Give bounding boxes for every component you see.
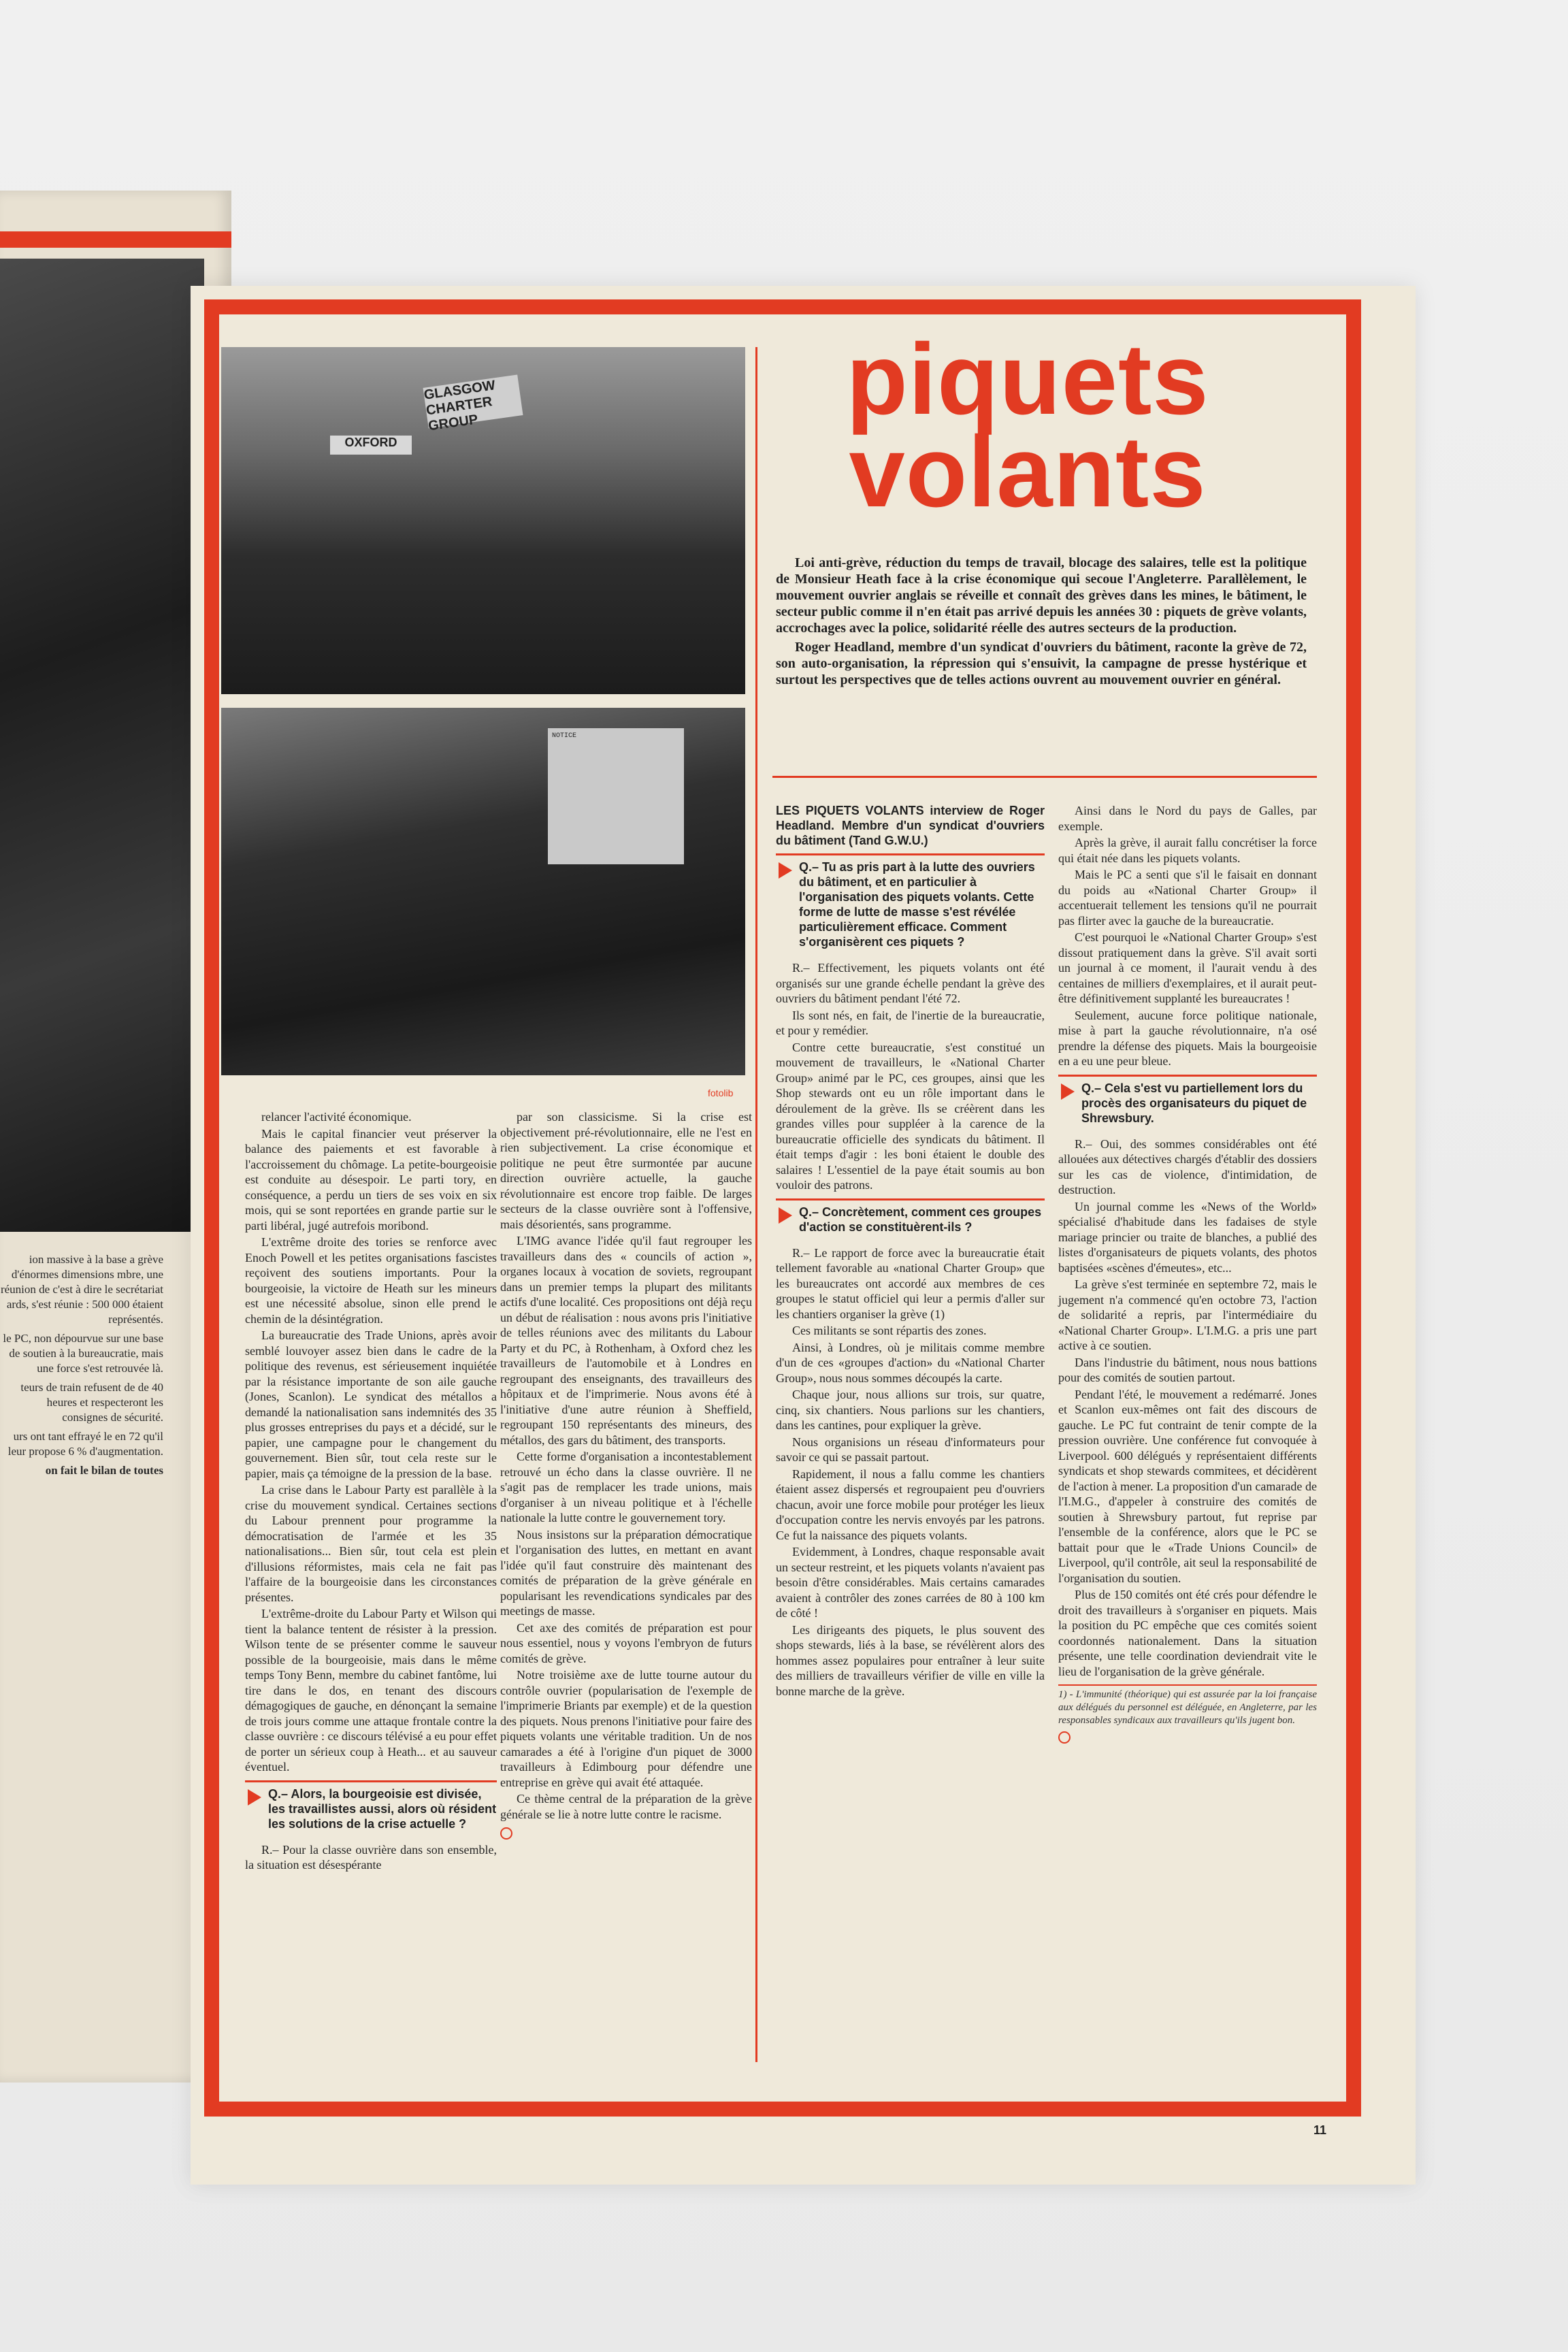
paragraph: Dans l'industrie du bâtiment, nous nous battions pour des comités de soutien partout. xyxy=(1058,1355,1317,1384)
banner-glasgow: GLASGOW CHARTER GROUP xyxy=(423,375,523,429)
paragraph: R.– Oui, des sommes considérables ont été allouées aux détectives chargés d'établir des dossiers sur les cas de violence, d'intimidation, de destruction. xyxy=(1058,1137,1317,1196)
worker-photo xyxy=(221,708,745,1075)
banner-oxford: OXFORD xyxy=(330,436,412,455)
paragraph: Nous organisions un réseau d'informateurs pour savoir ce qui se passait partout. xyxy=(776,1435,1045,1464)
paragraph: Ils sont nés, en fait, de l'inertie de la bureaucratie, et pour y remédier. xyxy=(776,1008,1045,1037)
paragraph: Chaque jour, nous allions sur trois, sur quatre, cinq, six chantiers. Nous parlions sur les chantiers, dans les cantines, pour expliquer la grève. xyxy=(776,1388,1045,1432)
paragraph: Seulement, aucune force politique nationale, mise à part la gauche révolutionnaire, n'a osé prendre la défense des piquets. Mais la bourgeoisie en a eu une peur bleue. xyxy=(1058,1008,1317,1068)
question-marker-icon xyxy=(248,1789,261,1806)
paragraph: L'extrême-droite du Labour Party et Wilson qui tient la balance tentent de résister à la pression. Wilson tente de se présenter comme le sauveur possible de la bourgeoisie, mais dans le même temps Tony Benn, membre du cabinet fantôme, lui tire dans le dos, en tenant des discours démagogiques de gauche, en dénonçant la semaine de trois jours comme une attaque frontale contre la classe ouvrière : ce discours télévisé a eu pour effet de porter un sérieux coup à Heath... et au sauveur éventuel. xyxy=(245,1607,497,1774)
paragraph: par son classicisme. Si la crise est objectivement pré-révolutionnaire, elle ne l'est en rien subjectivement. La crise économique et politique ne peut être surmontée par aucune direction ouvrière actuelle, la gauche révolutionnaire est encore trop faible. De larges secteurs de la classe ouvrière sont à l'offensive, mais désorientés, sans programme. xyxy=(500,1110,752,1231)
left-paragraph: le PC, non dépourvue sur une base de soutien à la bureaucratie, mais une force s'est retrouvée là. xyxy=(3,1332,163,1375)
protest-photo xyxy=(221,347,745,694)
paragraph: Ainsi dans le Nord du pays de Galles, par exemple. xyxy=(1058,804,1317,833)
question-marker-icon xyxy=(779,862,792,879)
page-number: 11 xyxy=(1313,2123,1327,2137)
paragraph: Ce thème central de la préparation de la grève générale se lie à notre lutte contre le racisme. xyxy=(500,1792,752,1821)
question xyxy=(776,1198,1045,1240)
footnote: 1) - L'immunité (théorique) qui est assurée par la loi française aux délégués du personnel est déléguée, en Angleterre, par les responsables syndicaux aux travailleurs qu'ils jugent bon. xyxy=(1058,1684,1317,1727)
column-1 xyxy=(245,1109,497,1874)
paragraph: Cette forme d'organisation a incontestablement retrouvé un écho dans la classe ouvrière. Il ne s'agit pas de remplacer les trade unions, mais d'organiser à un niveau politique et à l'échelle nationale la lutte contre le gouvernement tory. xyxy=(500,1450,752,1524)
intro-paragraph: Loi anti-grève, réduction du temps de travail, blocage des salaires, telle est la politique de Monsieur Heath face à la crise économique qui secoue l'Angleterre. Parallèlement, le mouvement ouvrier anglais se réveille et connaît des grèves dans les mines, le bâtiment, le secteur public comme il n'en était pas arrivé depuis les années 30 : piquets de grève volants, accrochages avec la police, solidarité réelle des autres secteurs de la production. xyxy=(776,555,1307,636)
paragraph: Ces militants se sont répartis des zones. xyxy=(792,1324,987,1337)
paragraph: Mais le PC a senti que s'il le faisait en donnant du poids au «National Charter Group» il accentuerait tellement les tensions qu'il ne pourrait pas flirter avec la gauche de la bureaucratie. xyxy=(1058,868,1317,928)
title-line: volants xyxy=(849,416,1207,528)
paragraph: Cet axe des comités de préparation est pour nous essentiel, nous y voyons l'embryon de futurs comités de grève. xyxy=(500,1620,752,1665)
magazine-page xyxy=(191,286,1416,2185)
left-paragraph: on fait le bilan de toutes xyxy=(45,1464,163,1477)
question-marker-icon xyxy=(779,1207,792,1224)
paragraph: R.– Le rapport de force avec la bureaucratie était tellement favorable au «national Charter Group» que les bureaucrates ont accordé aux membres de ces groupes le statut officiel qui leur a permis d'aller sur les chantiers organiser la grève (1) xyxy=(776,1245,1045,1321)
column-2 xyxy=(500,1109,752,1844)
column-rule xyxy=(755,347,757,2062)
intro-rule xyxy=(772,776,1317,778)
intro xyxy=(776,555,1307,691)
end-mark-icon xyxy=(1058,1731,1071,1744)
paragraph: La grève s'est terminée en septembre 72, mais le jugement n'a commencé qu'en octobre 73, l'action de solidarité a repris, par l'intermédiaire du «National Charter Group». L'I.M.G. a pris une part active à ce soutien. xyxy=(1058,1277,1317,1352)
paragraph: Notre troisième axe de lutte tourne autour du contrôle ouvrier (popularisation de l'exemple de l'imprimerie Briants par exemple) et de la question des piquets. Nous prenons l'initiative pour faire des piquets volants une véritable tradition. Un de nos camarades a été à l'origine d'un piquet de 3000 travailleurs à Edimbourg pour défendre une entreprise en grève qui avait été attaquée. xyxy=(500,1668,752,1789)
question xyxy=(1058,1075,1317,1131)
left-paragraph: ion massive à la base a grève d'énormes dimensions mbre, une réunion de c'est à dire le secrétariat ards, s'est réunie : 500 000 étaient représentés. xyxy=(0,1253,163,1326)
paragraph: La crise dans le Labour Party est parallèle à la crise du mouvement syndical. Certaines sections du Labour prennent pour programme la démocratisation de l'armée et les 35 nationalisations... Bien sûr, tout cela est plein d'illusions réformistes, mais cela ne fait pas l'affaire de la bourgeoisie dans les circonstances présentes. xyxy=(245,1483,497,1604)
paragraph: Mais le capital financier veut préserver la balance des paiements et est favorable à l'accroissement du chômage. La petite-bourgeoisie est conduite au désespoir. Le parti tory, en conséquence, a perdu un tiers de ses voix en six mois, qui se sont reportées en grande partie sur le parti libéral, jugé autrefois moribond. xyxy=(245,1126,497,1232)
intro-paragraph: Roger Headland, membre d'un syndicat d'ouvriers du bâtiment, raconte la grève de 72, son auto-organisation, la répression qui s'ensuivit, la campagne de presse hystérique et surtout les perspectives que de telles actions ouvrent au mouvement ouvrier en général. xyxy=(776,640,1307,687)
interview-heading: LES PIQUETS VOLANTS interview de Roger Headland. Membre d'un syndicat d'ouvriers du bâtiment (Tand G.W.U.) xyxy=(776,804,1045,847)
paragraph: Nous insistons sur la préparation démocratique et l'organisation des luttes, en mettant en avant l'idée qu'il faut construire dès maintenant des comités de préparation de la grève générale en popularisant les revendications syndicales par des meetings de masse. xyxy=(500,1527,752,1618)
notice-board: NOTICE xyxy=(548,728,684,864)
column-3 xyxy=(776,803,1045,1700)
page-title xyxy=(783,323,1273,528)
paragraph: Plus de 150 comités ont été crés pour défendre le droit des travailleurs à s'organiser en piquets. Mais la position du PC empêche que ces comités soient coordonnés nationalement. Dans la situation présente, une telle coordination deviendrait vite le lieu de l'organisation de la grève générale. xyxy=(1058,1588,1317,1678)
title-line: piquets xyxy=(846,323,1209,436)
paragraph: R.– Pour la classe ouvrière dans son ensemble, la situation est désespérante xyxy=(245,1842,497,1872)
paragraph: La bureaucratie des Trade Unions, après avoir semblé louvoyer assez bien dans le cadre de la politique des revenus, est sérieusement inquiétée par la résistance importante de son aile gauche (Jones, Scanlon). Le syndicat des métallos a demandé la nationalisation sans indemnités des 35 plus grosses entreprises du pays et a décidé, sur le papier, une campagne pour le changement du gouvernement. Bien sûr, tout cela reste sur le papier, mais ça témoigne de la pression de la base. xyxy=(245,1328,497,1480)
paragraph: Contre cette bureaucratie, s'est constitué un mouvement de travailleurs, le «National Charter Group» animé par le PC, ces groupes, ainsi que les Shop stewards ont eu un rôle important dans le déroulement de la grève. Ils se créèrent dans les grandes villes pour suppléer à la carence de la bureaucratie officielle des syndicats du bâtiment. Il était temps d'agir : les boni étaient le double des salaires ! L'essentiel de la paye était soumis au bon vouloir des patrons. xyxy=(776,1040,1045,1192)
photo-credit: fotolib xyxy=(708,1088,734,1098)
paragraph: Rapidement, il nous a fallu comme les chantiers étaient assez dispersés et regroupaient peu d'ouvriers chacun, avoir une force mobile pour protéger les lieux d'occupation contre les nervis envoyés par les patrons. Ce fut la naissance des piquets volants. xyxy=(776,1467,1045,1542)
paragraph: Les dirigeants des piquets, le plus souvent des shops stewards, liés à la base, se révélèrent alors des hommes assez populaires pour entraîner à leur suite des milliers de travailleurs vérifier de ville en ville la bonne marche de la grève. xyxy=(776,1622,1045,1698)
question xyxy=(776,853,1045,955)
question xyxy=(245,1780,497,1837)
paragraph: L'extrême droite des tories se renforce avec Enoch Powell et les petites organisations fascistes reçoivent des soutiens importants. Pour la bourgeoisie, la victoire de Heath sur les mineurs est une nécessité absolue, sinon elle prend le chemin de la désintégration. xyxy=(245,1235,497,1326)
left-page-text xyxy=(0,1252,163,1482)
question-text: Q.– Alors, la bourgeoisie est divisée, les travaillistes aussi, alors où résident les solutions de la crise actuelle ? xyxy=(268,1786,497,1831)
paragraph: C'est pourquoi le «National Charter Group» s'est dissout pratiquement dans la grève. S'il avait sorti un journal à ce moment, il l'aurait vendu à des centaines de milliers d'exemplaires, et il aurait peut-être définitivement supplanté les bureaucrates ! xyxy=(1058,930,1317,1005)
paragraph: relancer l'activité économique. xyxy=(261,1110,412,1124)
left-paragraph: urs ont tant effrayé le en 72 qu'il leur propose 6 % d'augmentation. xyxy=(7,1430,163,1458)
question-marker-icon xyxy=(1061,1083,1075,1100)
question-text: Q.– Cela s'est vu partiellement lors du procès des organisateurs du piquet de Shrewsbury. xyxy=(1081,1081,1307,1125)
paragraph: L'IMG avance l'idée qu'il faut regrouper les travailleurs dans des « councils of action », organes locaux à vocation de soviets, regroupant dans un premier temps la plupart des militants actifs d'une localité. Ces propositions ont déjà reçu un début de réalisation : nous avons pris l'initiative de telles réunions avec des militants du Labour Party et du PC, à Rothenham, à Oxford chez les travailleurs de l'automobile et à Londres en regroupant des enseignants, des travailleurs des hôpitaux et de l'imprimerie. Nous avons été à l'initiative d'une autre réunion à Sheffield, regroupant 150 représentants des mineurs, des métallos, des gars du bâtiment, des transports. xyxy=(500,1234,752,1447)
question-text: Q.– Tu as pris part à la lutte des ouvriers du bâtiment, et en particulier à l'organisation des piquets volants. Cette forme de lutte de masse s'est révélée particulièrement efficace. Comment s'organisèrent ces piquets ? xyxy=(799,860,1035,949)
paragraph: Evidemment, à Londres, chaque responsable avait un secteur restreint, et les piquets volants n'avaient pas besoin d'être considérables. Mais certains camarades avaient à contrôler des zones carrées de 80 à 100 km de côté ! xyxy=(776,1545,1045,1620)
end-mark-icon xyxy=(500,1827,512,1840)
column-4 xyxy=(1058,803,1317,1748)
left-paragraph: teurs de train refusent de de 40 heures et respecteront les consignes de sécurité. xyxy=(20,1381,163,1424)
left-red-bar xyxy=(0,231,231,248)
paragraph: Après la grève, il aurait fallu concrétiser la force qui était née dans les piquets volants. xyxy=(1058,836,1317,865)
paragraph: Pendant l'été, le mouvement a redémarré. Jones et Scanlon eux-mêmes ont fait des discours de gauche. Le PC fut contraint de tenir compte de la pression ouvrière. Une conférence fut convoquée à Liverpool. 600 délégués y représentaient différents syndicats et shop stewards commitees, et décidèrent de l'action à mener. La proposition d'un camarade de l'I.M.G., d'appeler à construire des comités de soutien à Shrewsbury partout, fut reprise par l'ensemble de la conférence, alors que le PC se battait pour que le «Trade Unions Council» de Liverpool, qu'il contrôle, ait seul la responsabilité de l'organisation du soutien. xyxy=(1058,1387,1317,1585)
paragraph: Ainsi, à Londres, où je militais comme membre d'un de ces «groupes d'action» du «National Charter Group», nous nous sommes découpés la carte. xyxy=(776,1340,1045,1385)
paragraph: R.– Effectivement, les piquets volants ont été organisés sur une grande échelle pendant la grève des ouvriers du bâtiment pendant l'été 72. xyxy=(776,961,1045,1005)
left-photo xyxy=(0,259,204,1232)
paragraph: Un journal comme les «News of the World» spécialisé d'habitude dans les fadaises de style mariage princier ou traite de blanches, a publié des listes d'organisateurs de piquets volants, des photos baptisées «scènes d'émeutes», etc... xyxy=(1058,1199,1317,1275)
question-text: Q.– Concrètement, comment ces groupes d'action se constituèrent-ils ? xyxy=(799,1205,1042,1234)
